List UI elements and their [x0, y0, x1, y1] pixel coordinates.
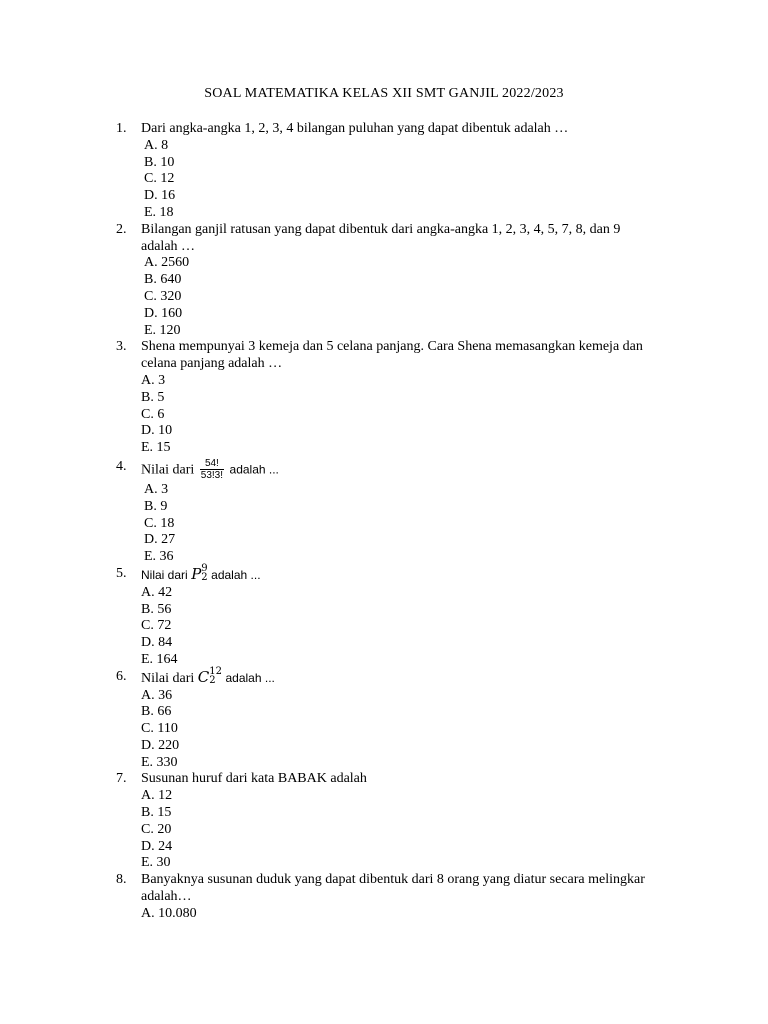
- option-a: A. 12: [141, 788, 173, 804]
- option-a: A. 36: [141, 687, 173, 703]
- question-list: [116, 121, 646, 923]
- question-text: [141, 459, 646, 482]
- math-scripts: [201, 564, 207, 582]
- option-d: D. 27: [144, 532, 176, 548]
- question-8: [116, 872, 646, 922]
- option-b: B. 9: [144, 498, 168, 514]
- option-b: B. 56: [141, 601, 172, 617]
- option-c: C. 18: [144, 515, 175, 531]
- option-b: B. 66: [141, 704, 172, 720]
- question-text: Susunan huruf dari kata BABAK adalah: [141, 771, 367, 787]
- document-title: SOAL MATEMATIKA KELAS XII SMT GANJIL 2022/2023: [204, 86, 564, 101]
- question-text: Bilangan ganjil ratusan yang dapat dibentuk dari angka-angka 1, 2, 3, 4, 5, 7, 8, dan 9 adalah …: [141, 221, 621, 254]
- option-list: [141, 482, 646, 566]
- question-5: [116, 562, 646, 669]
- math-symbol: P: [191, 564, 202, 583]
- question-4: [116, 459, 646, 566]
- option-c: C. 110: [141, 721, 178, 737]
- fraction-numerator: 54!: [200, 458, 224, 470]
- option-b: B. 640: [144, 272, 182, 288]
- question-text-after: adalah ...: [211, 567, 261, 582]
- combination-notation: [197, 665, 222, 686]
- question-text: [141, 665, 646, 688]
- option-e: E. 18: [144, 204, 174, 220]
- option-list: [141, 138, 646, 222]
- question-text: [141, 562, 646, 585]
- math-superscript: 9: [201, 562, 208, 574]
- option-e: E. 36: [144, 549, 174, 565]
- option-d: D. 220: [141, 737, 180, 753]
- option-list: [141, 688, 646, 772]
- question-6: [116, 665, 646, 772]
- question-text-before: Nilai dari: [141, 567, 188, 582]
- option-b: B. 5: [141, 389, 165, 405]
- question-3: [116, 339, 646, 457]
- option-list: [141, 585, 646, 669]
- math-symbol: C: [197, 667, 210, 686]
- option-e: E. 164: [141, 651, 178, 667]
- question-text-before: Nilai dari: [141, 462, 195, 478]
- question-number: 1.: [116, 121, 127, 136]
- question-text: Dari angka-angka 1, 2, 3, 4 bilangan puluhan yang dapat dibentuk adalah …: [141, 121, 569, 136]
- option-c: C. 6: [141, 406, 165, 422]
- option-e: E. 15: [141, 440, 171, 456]
- factorial-fraction: [200, 458, 224, 481]
- question-text-before: Nilai dari: [141, 670, 195, 686]
- question-number: 5.: [116, 565, 127, 581]
- option-c: C. 72: [141, 618, 172, 634]
- question-number: 2.: [116, 221, 127, 237]
- option-a: A. 10.080: [141, 905, 197, 921]
- option-a: A. 3: [141, 372, 166, 388]
- option-e: E. 30: [141, 855, 171, 871]
- option-c: C. 320: [144, 288, 182, 304]
- question-number: 8.: [116, 872, 127, 888]
- permutation-notation: [191, 562, 208, 583]
- question-1: [116, 121, 646, 222]
- option-list: [141, 788, 646, 872]
- math-superscript: 12: [209, 665, 222, 677]
- question-7: [116, 771, 646, 872]
- question-text-after: adalah ...: [225, 670, 275, 685]
- option-list: [141, 255, 646, 339]
- option-c: C. 20: [141, 821, 172, 837]
- math-subscript: 2: [209, 674, 216, 686]
- question-number: 7.: [116, 771, 127, 787]
- question-number: 4.: [116, 458, 127, 474]
- option-a: A. 3: [144, 481, 169, 497]
- option-b: B. 10: [144, 154, 175, 170]
- math-scripts: [209, 667, 222, 685]
- option-d: D. 84: [141, 635, 173, 651]
- option-e: E. 120: [144, 322, 181, 338]
- math-subscript: 2: [201, 571, 208, 583]
- option-d: D. 24: [141, 838, 173, 854]
- option-list: [141, 373, 646, 457]
- question-text-after: adalah ...: [229, 462, 279, 477]
- option-d: D. 160: [144, 305, 183, 321]
- option-a: A. 2560: [144, 255, 190, 271]
- option-a: A. 42: [141, 584, 173, 600]
- question-number: 3.: [116, 339, 127, 355]
- option-d: D. 10: [141, 423, 173, 439]
- fraction-denominator: 53!3!: [200, 469, 224, 481]
- question-text: Banyaknya susunan duduk yang dapat dibentuk dari 8 orang yang diatur secara melingkar adalah…: [141, 872, 645, 905]
- option-b: B. 15: [141, 805, 172, 821]
- option-e: E. 330: [141, 754, 178, 770]
- question-text: Shena mempunyai 3 kemeja dan 5 celana panjang. Cara Shena memasangkan kemeja dan celana panjang adalah …: [141, 339, 643, 372]
- option-d: D. 16: [144, 188, 176, 204]
- option-list: [141, 906, 646, 923]
- option-c: C. 12: [144, 171, 175, 187]
- question-2: [116, 222, 646, 340]
- question-number: 6.: [116, 668, 127, 684]
- option-a: A. 8: [144, 137, 169, 153]
